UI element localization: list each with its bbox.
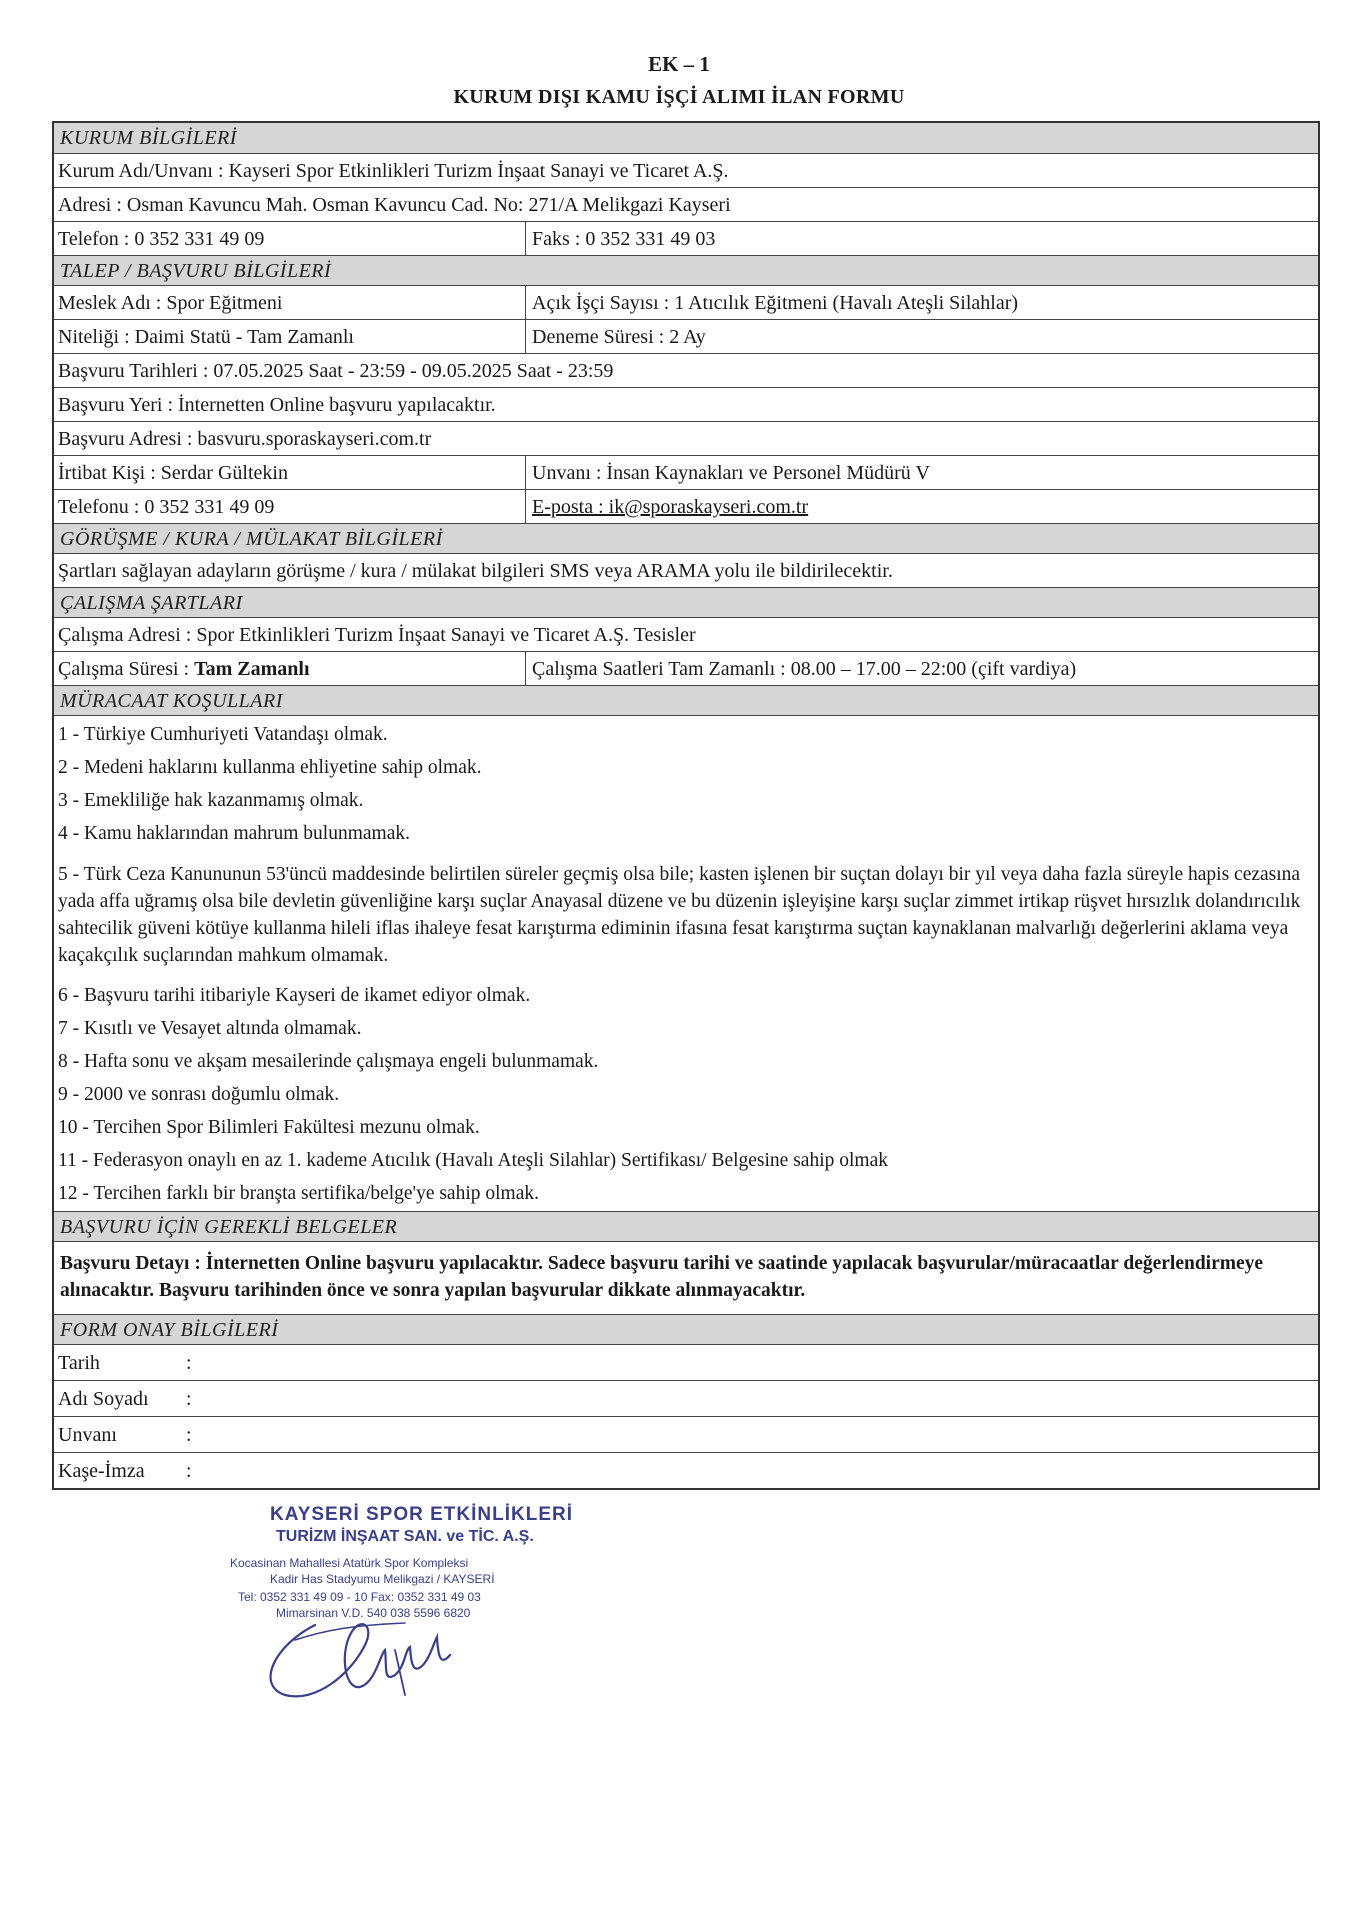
application-detail-label: Başvuru Detayı : (60, 1253, 206, 1274)
section-talep: TALEP / BAŞVURU BİLGİLERİ (54, 255, 1318, 285)
section-belgeler: BAŞVURU İÇİN GEREKLİ BELGELER (54, 1211, 1318, 1241)
institution-address: Adresi : Osman Kavuncu Mah. Osman Kavuncu Cad. No: 271/A Melikgazi Kayseri (54, 187, 1318, 221)
condition-item: 9 - 2000 ve sonrası doğumlu olmak. (58, 1084, 340, 1105)
conditions-list (54, 715, 1318, 1211)
contact-person-row (54, 455, 1318, 489)
work-address: Çalışma Adresi : Spor Etkinlikleri Turizm İnşaat Sanayi ve Ticaret A.Ş. Tesisler (54, 617, 1318, 651)
contact-row (54, 221, 1318, 255)
work-time-row (54, 651, 1318, 685)
handwritten-signature (255, 1595, 475, 1705)
institution-phone: Telefon : 0 352 331 49 09 (54, 222, 526, 255)
stamp-line: Kadir Has Stadyumu Melikgazi / KAYSERİ (270, 1572, 495, 1586)
section-calisma: ÇALIŞMA ŞARTLARI (54, 587, 1318, 617)
work-duration-label: Çalışma Süresi : (58, 658, 195, 680)
colon: : (186, 1424, 192, 1446)
qualification-row (54, 319, 1318, 353)
approval-name-row (54, 1380, 1318, 1416)
announcement-form (52, 121, 1320, 1490)
contact-email[interactable]: E-posta : ik@sporaskayseri.com.tr (532, 496, 809, 518)
profession-row (54, 285, 1318, 319)
section-muracaat: MÜRACAAT KOŞULLARI (54, 685, 1318, 715)
application-detail-text: İnternetten Online başvuru yapılacaktır. Sadece başvuru tarihi ve saatinde yapılacak başvurular/müracaatlar değerlendirmeye alınacaktır. Başvuru tarihinden önce ve sonra yapılan başvurular dikkate alınmayacaktır. (60, 1253, 1264, 1301)
condition-item: 8 - Hafta sonu ve akşam mesailerinde çalışmaya engeli bulunmamak. (58, 1051, 599, 1072)
condition-item: 11 - Federasyon onaylı en az 1. kademe Atıcılık (Havalı Ateşli Silahlar) Sertifikası/ Belgesine sahip olmak (58, 1150, 888, 1171)
section-onay: FORM ONAY BİLGİLERİ (54, 1314, 1318, 1344)
contact-phone-row (54, 489, 1318, 523)
open-positions: Açık İşçi Sayısı : 1 Atıcılık Eğitmeni (Havalı Ateşli Silahlar) (532, 292, 1019, 314)
condition-item: 1 - Türkiye Cumhuriyeti Vatandaşı olmak. (58, 724, 388, 745)
stamp-line: Mimarsinan V.D. 540 038 5596 6820 (276, 1606, 471, 1620)
contact-title: Unvanı : İnsan Kaynakları ve Personel Müdürü V (532, 462, 930, 484)
condition-item: 3 - Emekliliğe hak kazanmamış olmak. (58, 790, 364, 811)
approval-date-label: Tarih (58, 1352, 100, 1374)
condition-item: 10 - Tercihen Spor Bilimleri Fakültesi mezunu olmak. (58, 1117, 480, 1138)
profession-name: Meslek Adı : Spor Eğitmeni (54, 286, 526, 319)
contact-phone: Telefonu : 0 352 331 49 09 (54, 490, 526, 523)
application-detail (54, 1241, 1318, 1314)
probation-period: Deneme Süresi : 2 Ay (532, 326, 706, 348)
stamp-line: Kocasinan Mahallesi Atatürk Spor Kompleksi (230, 1556, 469, 1570)
condition-item: 7 - Kısıtlı ve Vesayet altında olmamak. (58, 1018, 362, 1039)
form-title: KURUM DIŞI KAMU İŞÇİ ALIMI İLAN FORMU (453, 86, 905, 108)
institution-fax: Faks : 0 352 331 49 03 (532, 228, 716, 250)
approval-date-row (54, 1344, 1318, 1380)
colon: : (186, 1352, 192, 1374)
colon: : (186, 1460, 192, 1482)
stamp-line: TURİZM İNŞAAT SAN. ve TİC. A.Ş. (276, 1528, 534, 1545)
annex-label: EK – 1 (648, 52, 710, 76)
condition-item: 6 - Başvuru tarihi itibariyle Kayseri de ikamet ediyor olmak. (58, 985, 531, 1006)
approval-title-row (54, 1416, 1318, 1452)
application-dates: Başvuru Tarihleri : 07.05.2025 Saat - 23:59 - 09.05.2025 Saat - 23:59 (54, 353, 1318, 387)
approval-name-label: Adı Soyadı (58, 1388, 149, 1410)
work-duration-value: Tam Zamanlı (194, 658, 310, 680)
section-gorusme: GÖRÜŞME / KURA / MÜLAKAT BİLGİLERİ (54, 523, 1318, 553)
contact-person: İrtibat Kişi : Serdar Gültekin (54, 456, 526, 489)
condition-item: 5 - Türk Ceza Kanununun 53'üncü maddesinde belirtilen süreler geçmiş olsa bile; kasten işlenen bir suçtan dolayı bir yıl veya daha fazla süreyle hapis cezasına yada affa uğramış olsa bile devletin güvenliğine karşı suçlar Anayasal düzene ve bu düzenin işleyişine karşı suçlar zimmet irtikap rüşvet hırsızlık dolandırıcılık sahtecilik güveni kötüye kullanma hileli iflas ihaleye fesat karıştırma ediminin ifasına fesat karıştırma suçtan kaynaklanan malvarlığı değerlerini aklama veya kaçakçılık suçlarından mahkum olmamak. (58, 864, 1301, 966)
section-kurum: KURUM BİLGİLERİ (54, 123, 1318, 153)
application-address: Başvuru Adresi : basvuru.sporaskayseri.com.tr (54, 421, 1318, 455)
institution-name: Kurum Adı/Unvanı : Kayseri Spor Etkinlikleri Turizm İnşaat Sanayi ve Ticaret A.Ş. (54, 153, 1318, 187)
work-duration (54, 652, 526, 685)
colon: : (186, 1388, 192, 1410)
condition-item: 12 - Tercihen farklı bir branşta sertifika/belge'ye sahip olmak. (58, 1183, 539, 1204)
condition-item: 4 - Kamu haklarından mahrum bulunmamak. (58, 823, 410, 844)
condition-item: 2 - Medeni haklarını kullanma ehliyetine sahip olmak. (58, 757, 482, 778)
stamp-line: Tel: 0352 331 49 09 - 10 Fax: 0352 331 49 03 (238, 1590, 481, 1604)
stamp-line: KAYSERİ SPOR ETKİNLİKLERİ (270, 1504, 574, 1525)
work-hours: Çalışma Saatleri Tam Zamanlı : 08.00 – 17.00 – 22:00 (çift vardiya) (532, 658, 1077, 680)
approval-stamp-row (54, 1452, 1318, 1488)
approval-stamp-label: Kaşe-İmza (58, 1460, 145, 1482)
application-place: Başvuru Yeri : İnternetten Online başvuru yapılacaktır. (54, 387, 1318, 421)
approval-title-label: Unvanı (58, 1424, 117, 1446)
interview-info: Şartları sağlayan adayların görüşme / kura / mülakat bilgileri SMS veya ARAMA yolu ile bildirilecektir. (54, 553, 1318, 587)
job-status: Niteliği : Daimi Statü - Tam Zamanlı (54, 320, 526, 353)
